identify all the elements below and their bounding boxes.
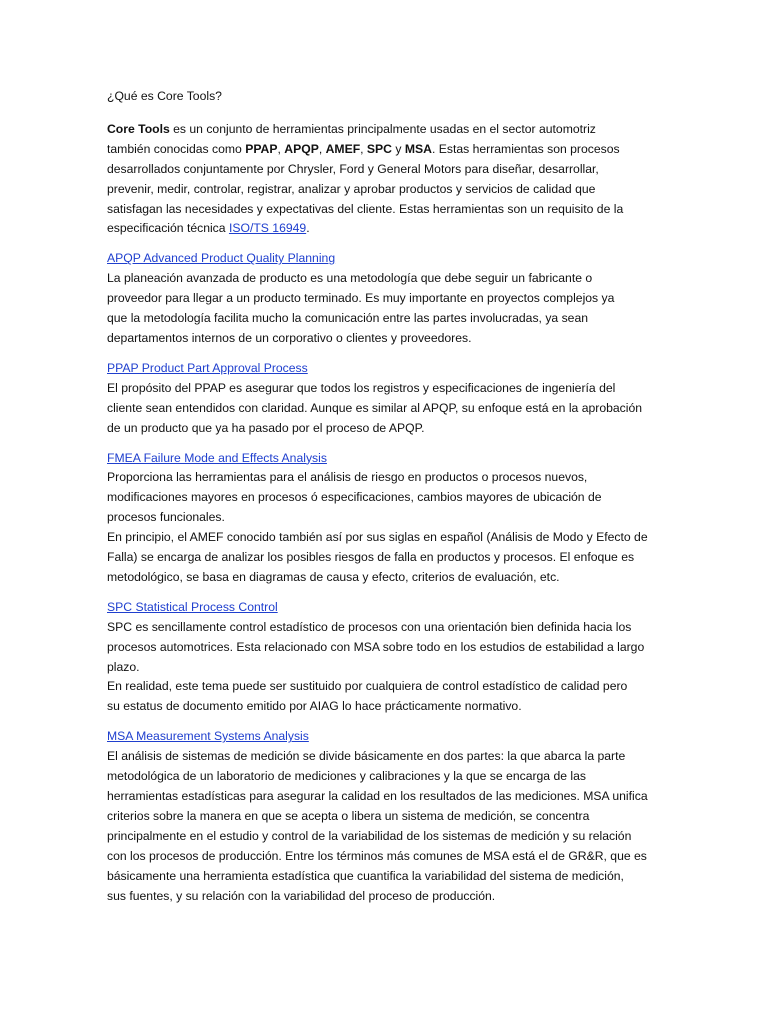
intro-text: . Estas herramientas son procesos (431, 141, 620, 156)
section-fmea (107, 449, 687, 588)
intro-text: es un conjunto de herramientas principalmente usadas en el sector automotriz (169, 121, 596, 136)
term-amef: AMEF (325, 141, 361, 156)
term-ppap: PPAP (245, 141, 278, 156)
term-spc: SPC (366, 141, 392, 156)
section-ppap (107, 359, 687, 439)
iso-ts-16949-link[interactable]: ISO/TS 16949 (228, 221, 307, 236)
apqp-heading-link[interactable]: APQP Advanced Product Quality Planning (107, 251, 336, 266)
section-line: La planeación avanzada de producto es una metodología que debe seguir un fabricante o (107, 271, 593, 286)
spc-heading-link[interactable]: SPC Statistical Process Control (107, 599, 278, 614)
section-line: de un producto que ya ha pasado por el proceso de APQP. (107, 420, 425, 435)
term-apqp: APQP (284, 141, 319, 156)
intro-text: también conocidas como (107, 141, 246, 156)
section-line: plazo. (107, 659, 140, 674)
section-line: principalmente en el estudio y control de la variabilidad de los sistemas de medición y su relación (107, 828, 632, 843)
ppap-heading-link[interactable]: PPAP Product Part Approval Process (107, 360, 308, 375)
section-line: En realidad, este tema puede ser sustituido por cualquiera de control estadístico de calidad pero (107, 679, 628, 694)
section-line: procesos automotrices. Esta relacionado con MSA sobre todo en los estudios de estabilidad a largo (107, 639, 645, 654)
intro-line (107, 140, 687, 160)
msa-heading-link[interactable]: MSA Measurement Systems Analysis (107, 729, 309, 744)
separator: , (360, 141, 367, 156)
section-line: con los procesos de producción. Entre los términos más comunes de MSA está el de GR&R, que es (107, 848, 647, 863)
section-msa (107, 727, 687, 906)
section-line: metodológica de un laboratorio de mediciones y calibraciones y la que se encarga de las (107, 769, 586, 784)
term-msa: MSA (404, 141, 432, 156)
section-line: Falla) se encarga de analizar los posibles riesgos de falla en productos y procesos. El enfoque es (107, 550, 635, 565)
section-line: El análisis de sistemas de medición se divide básicamente en dos partes: la que abarca la parte (107, 749, 626, 764)
section-line: En principio, el AMEF conocido también así por sus siglas en español (Análisis de Modo y Efecto de (107, 530, 648, 545)
page-title: ¿Qué es Core Tools? (107, 89, 222, 103)
fmea-heading-link[interactable]: FMEA Failure Mode and Effects Analysis (107, 450, 327, 465)
section-line: proveedor para llegar a un producto terminado. Es muy importante en proyectos complejos ya (107, 291, 615, 306)
core-tools-term: Core Tools (107, 121, 170, 136)
section-line: Proporciona las herramientas para el análisis de riesgo en productos o procesos nuevos, (107, 470, 588, 485)
separator: y (391, 141, 405, 156)
intro-text: especificación técnica (107, 221, 229, 236)
section-line: El propósito del PPAP es asegurar que todos los registros y especificaciones de ingeniería del (107, 380, 616, 395)
intro-paragraph (107, 120, 687, 239)
intro-line: prevenir, medir, controlar, registrar, analizar y aprobar productos y servicios de calidad que (107, 181, 596, 196)
section-line: metodológico, se basa en diagramas de causa y efecto, criterios de evaluación, etc. (107, 569, 560, 584)
document-body (107, 87, 687, 906)
separator: , (277, 141, 285, 156)
section-line: cliente sean entendidos con claridad. Aunque es similar al APQP, su enfoque está en la aprobación (107, 400, 643, 415)
section-line: su estatus de documento emitido por AIAG lo hace prácticamente normativo. (107, 699, 522, 714)
section-line: herramientas estadísticas para asegurar la calidad en los resultados de las mediciones. MSA unifica (107, 789, 648, 803)
section-line: básicamente una herramienta estadística que cuantifica la variabilidad del sistema de medición, (107, 868, 624, 883)
section-line: sus fuentes, y su relación con la variabilidad del proceso de producción. (107, 888, 496, 903)
intro-line: satisfagan las necesidades y expectativas del cliente. Estas herramientas son un requisito de la (107, 201, 624, 216)
section-line: procesos funcionales. (107, 510, 225, 525)
section-line: que la metodología facilita mucho la comunicación entre las partes involucradas, ya sean (107, 311, 589, 326)
intro-line (107, 120, 687, 140)
intro-line (107, 219, 687, 239)
section-line: modificaciones mayores en procesos ó especificaciones, cambios mayores de ubicación de (107, 490, 602, 505)
separator: , (318, 141, 326, 156)
section-spc (107, 598, 687, 717)
section-apqp (107, 249, 687, 349)
section-line: criterios sobre la manera en que se acepta o libera un sistema de medición, se concentra (107, 808, 590, 823)
section-line: SPC es sencillamente control estadístico de procesos con una orientación bien definida hacia los (107, 619, 632, 634)
section-line: departamentos internos de un corporativo o clientes y proveedores. (107, 330, 472, 345)
intro-text: . (306, 221, 310, 236)
intro-line: desarrollados conjuntamente por Chrysler, Ford y General Motors para diseñar, desarrollar, (107, 161, 599, 176)
